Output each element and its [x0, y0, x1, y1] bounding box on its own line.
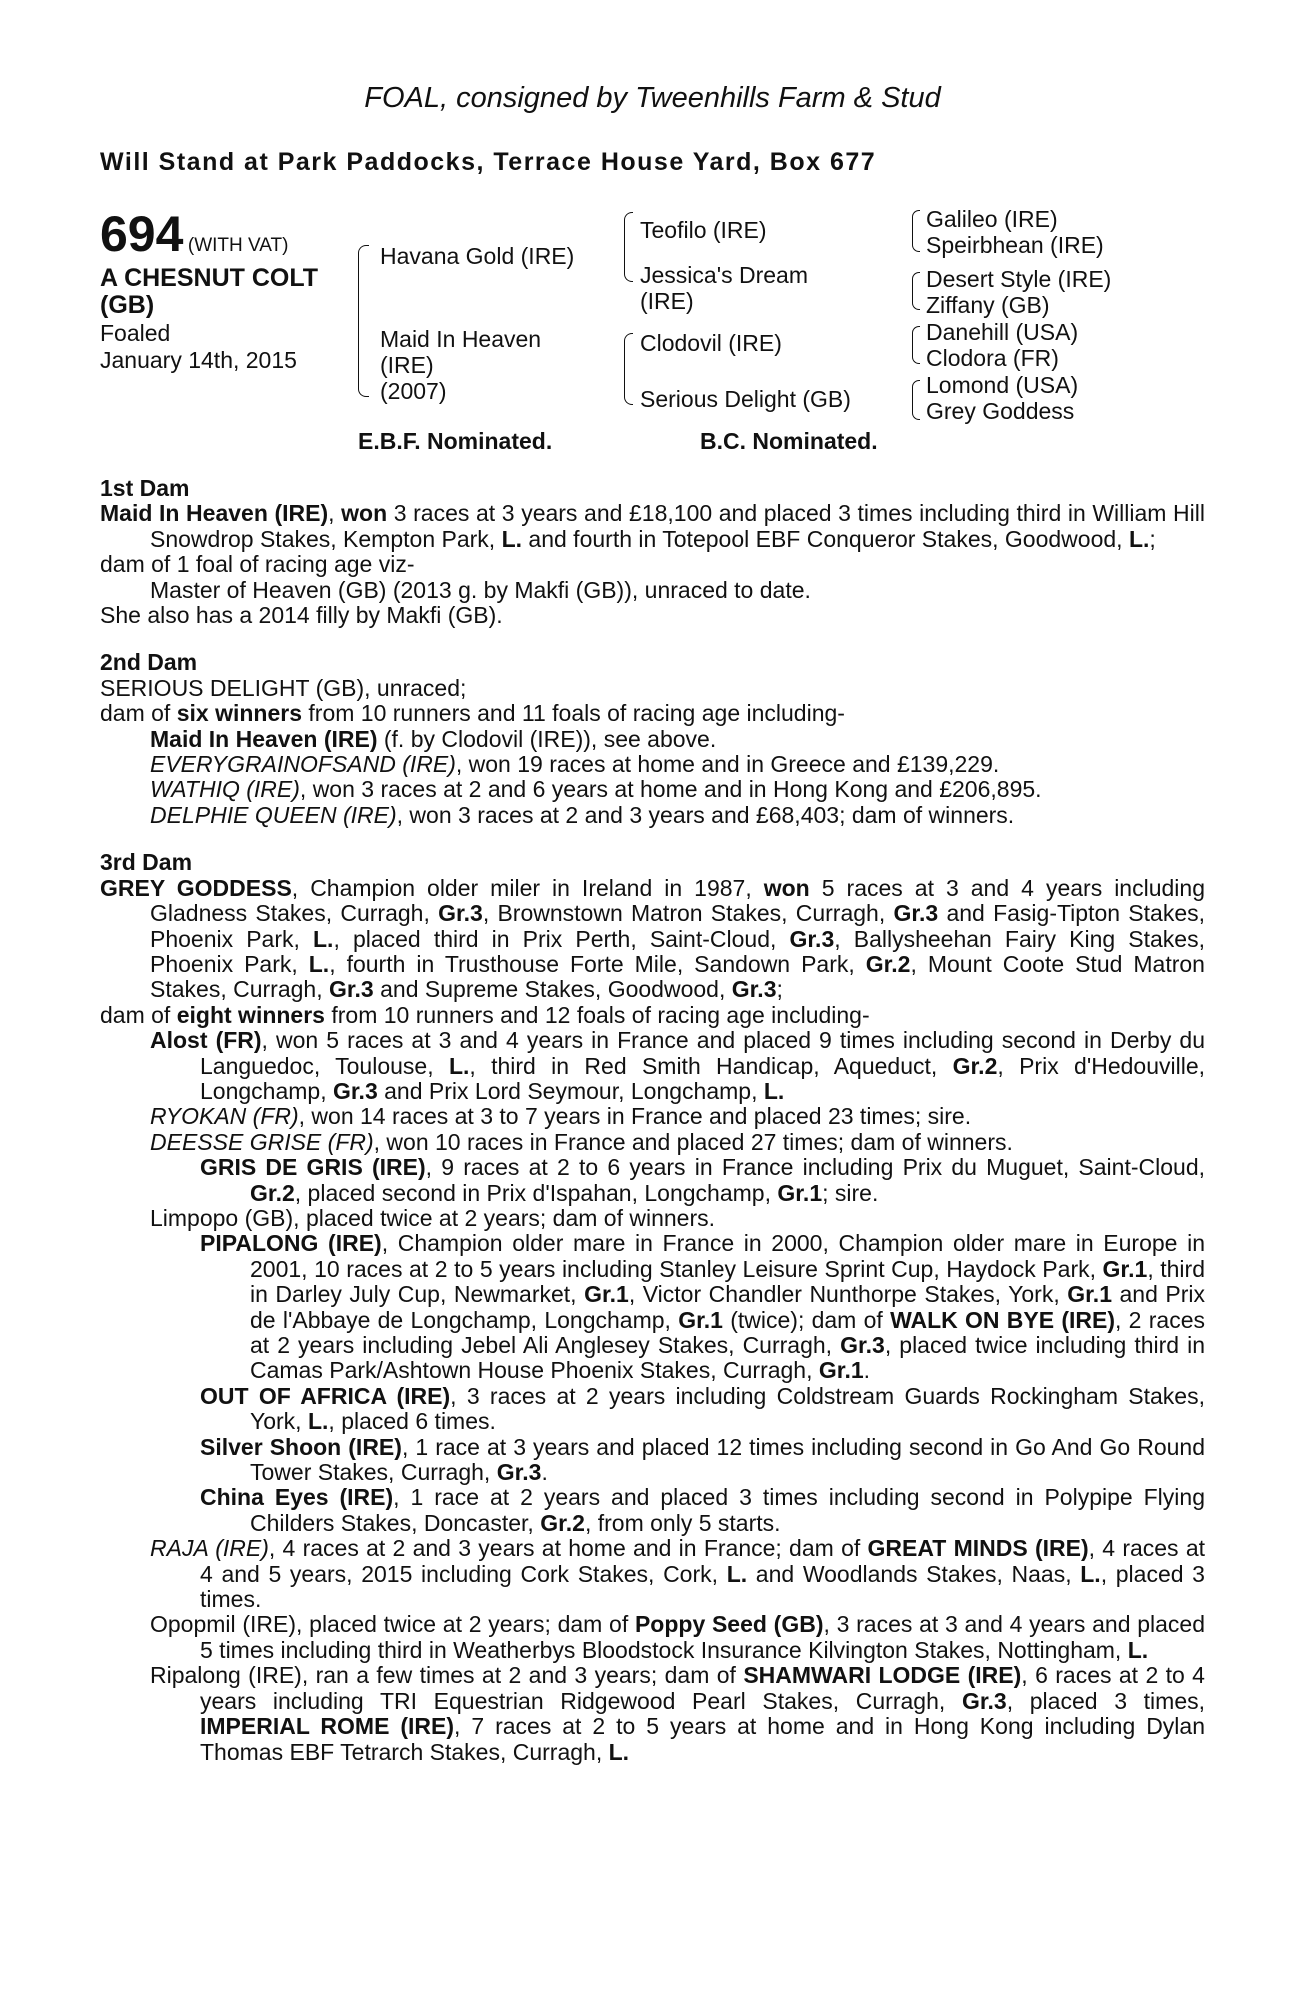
first-dam-heading: 1st Dam [100, 475, 190, 501]
pedigree-bracket-2b [624, 333, 633, 405]
lot-description-line1: A CHESNUT COLT [100, 264, 319, 292]
list-item: Ripalong (IRE), ran a few times at 2 and 3 years; dam of SHAMWARI LODGE (IRE), 6 races at 2 to 4 years including TRI Equestrian Ridgewood Pearl Stakes, Curragh, Gr.3, placed 3 times, IMPERIAL ROME (IRE), 7 races at 2 to 5 years at home and in Hong Kong including Dylan Thomas EBF Tetrarch Stakes, Curragh, L. [150, 1662, 1206, 1765]
pedigree-sire: Havana Gold (IRE) [380, 243, 575, 269]
list-item: RYOKAN (FR), won 14 races at 3 to 7 years in France and placed 23 times; sire. [150, 1103, 972, 1130]
pedigree-sdd: Ziffany (GB) [926, 292, 1050, 318]
location-line: Will Stand at Park Paddocks, Terrace House Yard, Box 677 [100, 148, 877, 176]
list-item: GRIS DE GRIS (IRE), 9 races at 2 to 6 years in France including Prix du Muguet, Saint-Cloud, Gr.2, placed second in Prix d'Ispahan, Longchamp, Gr.1; sire. [200, 1154, 1205, 1206]
pedigree-bracket-3b [912, 272, 920, 310]
list-item: DEESSE GRISE (FR), won 10 races in France and placed 27 times; dam of winners. [150, 1128, 1013, 1155]
foaled-date: January 14th, 2015 [100, 347, 297, 373]
list-item: Silver Shoon (IRE), 1 race at 3 years and placed 12 times including second in Go And Go Round Tower Stakes, Curragh, Gr.3. [200, 1433, 1205, 1486]
pedigree-bracket-3c [912, 326, 920, 364]
list-item: RAJA (IRE), 4 races at 2 and 3 years at home and in France; dam of GREAT MINDS (IRE), 4 races at 4 and 5 years, 2015 including Cork Stakes, Cork, L. and Woodlands Stakes, Naas, L., placed 3 times. [150, 1535, 1206, 1613]
pedigree-bracket-3d [912, 380, 920, 420]
pedigree-sds: Desert Style (IRE) [926, 266, 1112, 292]
pedigree-dds: Lomond (USA) [926, 372, 1079, 398]
first-dam-record: Maid In Heaven (IRE), won 3 races at 3 years and £18,100 and placed 3 times including third in William Hill Snowdrop Stakes, Kempton Park, L. and fourth in Totepool EBF Conqueror Stakes, Goodwood, L.; [100, 500, 1205, 552]
second-dam-section [100, 650, 1205, 828]
list-item: EVERYGRAINOFSAND (IRE), won 19 races at home and in Greece and £139,229. [150, 751, 1000, 778]
third-dam-heading: 3rd Dam [100, 849, 193, 876]
bc-nominated: B.C. Nominated. [700, 428, 878, 454]
pedigree-bracket-3a [912, 210, 920, 252]
pedigree-dss: Danehill (USA) [926, 319, 1079, 345]
pedigree-notes [100, 476, 1205, 1787]
list-item: Limpopo (GB), placed twice at 2 years; dam of winners. [150, 1204, 716, 1231]
pedigree-dam-dam: Serious Delight (GB) [640, 386, 851, 412]
list-item: OUT OF AFRICA (IRE), 3 races at 2 years including Coldstream Guards Rockingham Stakes, York, L., placed 6 times. [200, 1382, 1205, 1435]
second-dam-produce: dam of six winners from 10 runners and 11 foals of racing age including- [100, 700, 845, 727]
foaled-label: Foaled [100, 320, 171, 346]
second-dam-name: SERIOUS DELIGHT (GB), unraced; [100, 674, 467, 701]
pedigree-ddd: Grey Goddess [926, 398, 1075, 424]
consignment-line: FOAL, consigned by Tweenhills Farm & Stud [364, 82, 941, 114]
pedigree-sss: Galileo (IRE) [926, 206, 1058, 232]
list-item: China Eyes (IRE), 1 race at 2 years and placed 3 times including second in Polypipe Flying Childers Stakes, Doncaster, Gr.2, from only 5 starts. [200, 1484, 1205, 1536]
lot-number: 694 [100, 206, 184, 262]
list-item: PIPALONG (IRE), Champion older mare in France in 2000, Champion older mare in Europe in 2001, 10 races at 2 to 5 years including Stanley Leisure Sprint Cup, Haydock Park, Gr.1, third in Darley July Cup, Newmarket, Gr.1, Victor Chandler Nunthorpe Stakes, York, Gr.1 and Prix de l'Abbaye de Longchamp, Longchamp, Gr.1 (twice); dam of WALK ON BYE (IRE), 2 races at 2 years including Jebel Ali Anglesey Stakes, Curragh, Gr.3, placed twice including third in Camas Park/Ashtown House Phoenix Stakes, Curragh, Gr.1. [200, 1230, 1206, 1384]
pedigree-dam-sire: Clodovil (IRE) [640, 330, 782, 356]
lot-header [100, 205, 289, 263]
pedigree-dsd: Clodora (FR) [926, 345, 1059, 371]
pedigree-bracket-1 [358, 245, 369, 397]
list-item: WATHIQ (IRE), won 3 races at 2 and 6 years at home and in Hong Kong and £206,895. [150, 776, 1042, 803]
list-item: Maid In Heaven (IRE) (f. by Clodovil (IRE)), see above. [150, 725, 717, 752]
first-dam-foal: Master of Heaven (GB) (2013 g. by Makfi (GB)), unraced to date. [150, 576, 811, 603]
pedigree-dam: Maid In Heaven (IRE) (2007) [380, 326, 542, 404]
first-dam-produce: dam of 1 foal of racing age viz- [100, 551, 415, 578]
list-item: DELPHIE QUEEN (IRE), won 3 races at 2 and 3 years and £68,403; dam of winners. [150, 801, 1015, 828]
third-dam-record: GREY GODDESS, Champion older miler in Ireland in 1987, won 5 races at 3 and 4 years including Gladness Stakes, Curragh, Gr.3, Brownstown Matron Stakes, Curragh, Gr.3 and Fasig-Tipton Stakes, Phoenix Park, L., placed third in Prix Perth, Saint-Cloud, Gr.3, Ballysheehan Fairy King Stakes, Phoenix Park, L., fourth in Trusthouse Forte Mile, Sandown Park, Gr.2, Mount Coote Stud Matron Stakes, Curragh, Gr.3 and Supreme Stakes, Goodwood, Gr.3; [100, 874, 1205, 1003]
lot-description [100, 265, 318, 319]
third-dam-section [100, 850, 1205, 1765]
pedigree-sire-sire: Teofilo (IRE) [640, 217, 767, 243]
pedigree-ssd: Speirbhean (IRE) [926, 232, 1104, 258]
first-dam-also: She also has a 2014 filly by Makfi (GB). [100, 602, 503, 629]
pedigree-sire-dam: Jessica's Dream (IRE) [640, 262, 808, 314]
first-dam-section [100, 476, 1205, 628]
second-dam-heading: 2nd Dam [100, 649, 198, 676]
vat-label: (WITH VAT) [187, 235, 289, 256]
list-item: Opopmil (IRE), placed twice at 2 years; dam of Poppy Seed (GB), 3 races at 3 and 4 years and placed 5 times including third in Weatherbys Bloodstock Insurance Kilvington Stakes, Nottingham, L. [150, 1611, 1205, 1663]
foaled-info [100, 320, 297, 374]
list-item: Alost (FR), won 5 races at 3 and 4 years in France and placed 9 times including second in Derby du Languedoc, Toulouse, L., third in Red Smith Handicap, Aqueduct, Gr.2, Prix d'Hedouville, Longchamp, Gr.3 and Prix Lord Seymour, Longchamp, L. [150, 1027, 1206, 1104]
third-dam-produce: dam of eight winners from 10 runners and 12 foals of racing age including- [100, 1001, 870, 1028]
lot-description-line2: (GB) [100, 291, 155, 319]
pedigree-bracket-2a [624, 212, 633, 282]
ebf-nominated: E.B.F. Nominated. [358, 428, 553, 454]
